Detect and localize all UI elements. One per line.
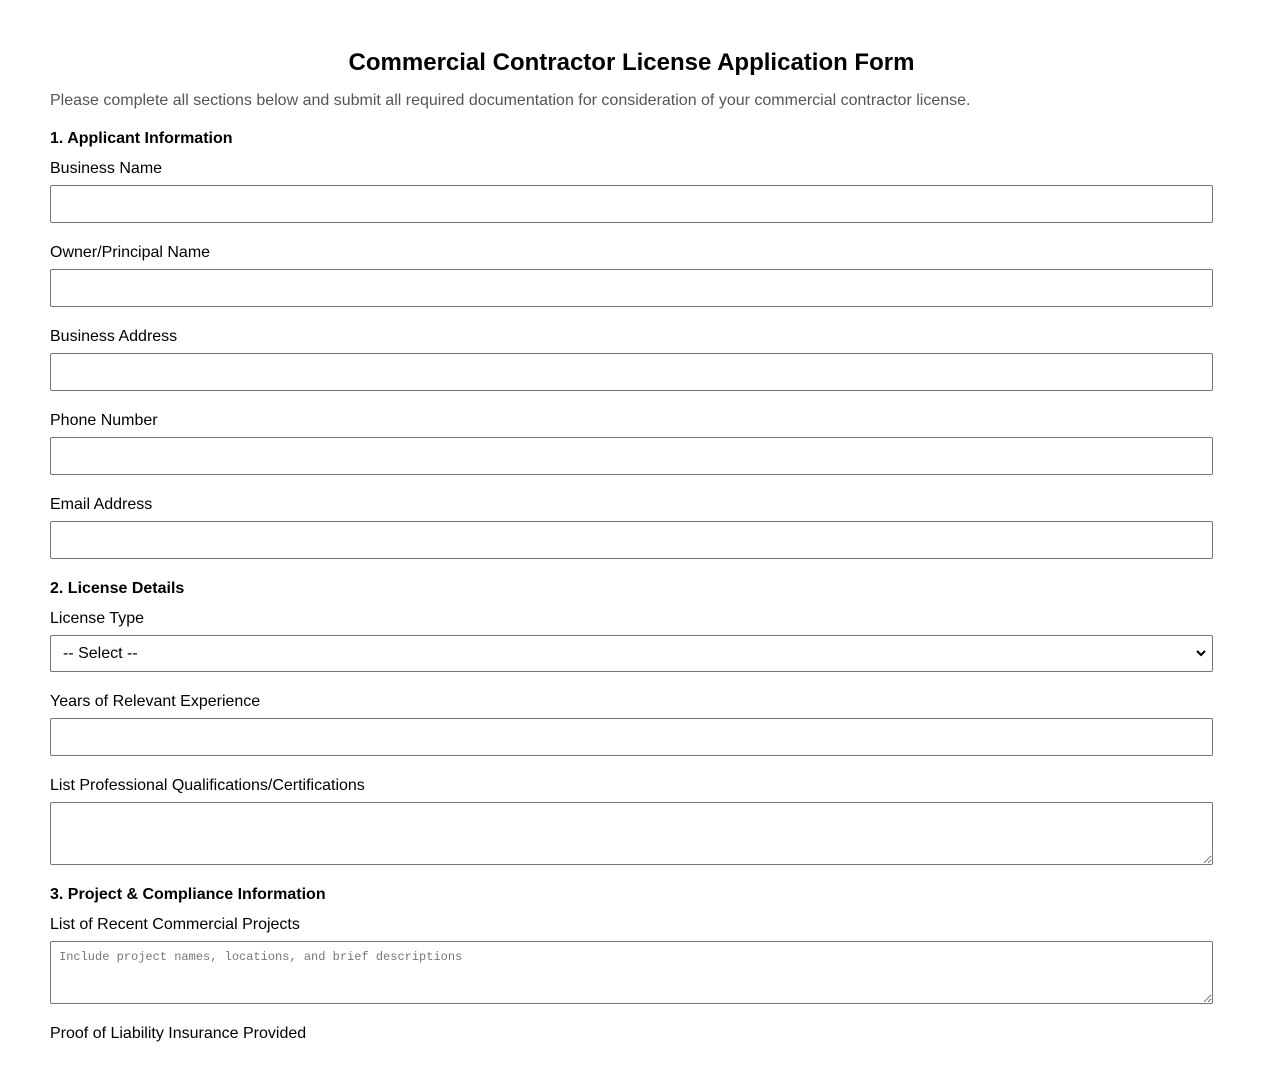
license-type-select[interactable] <box>50 635 1213 672</box>
years-experience-label: Years of Relevant Experience <box>50 693 261 710</box>
phone-number-label: Phone Number <box>50 412 158 429</box>
business-name-label: Business Name <box>50 160 163 177</box>
qualifications-textarea[interactable] <box>50 802 1213 865</box>
recent-projects-textarea[interactable] <box>50 941 1213 1004</box>
license-type-selected: -- Select -- <box>63 645 138 662</box>
years-experience-input[interactable] <box>50 718 1213 756</box>
phone-number-input[interactable] <box>50 437 1213 475</box>
qualifications-label: List Professional Qualifications/Certifications <box>50 777 365 794</box>
owner-name-input[interactable] <box>50 269 1213 307</box>
section-heading-applicant: 1. Applicant Information <box>50 130 233 147</box>
license-type-label: License Type <box>50 610 144 627</box>
email-address-label: Email Address <box>50 496 153 513</box>
business-address-input[interactable] <box>50 353 1213 391</box>
business-address-label: Business Address <box>50 328 178 345</box>
page-subtitle: Please complete all sections below and submit all required documentation for consideration of your commercial contractor license. <box>50 92 971 109</box>
page-title: Commercial Contractor License Application Form <box>348 49 915 76</box>
liability-insurance-label: Proof of Liability Insurance Provided <box>50 1025 307 1042</box>
chevron-down-icon <box>1196 636 1206 685</box>
email-address-input[interactable] <box>50 521 1213 559</box>
section-heading-project: 3. Project & Compliance Information <box>50 886 326 903</box>
section-heading-license: 2. License Details <box>50 580 185 597</box>
owner-name-label: Owner/Principal Name <box>50 244 211 261</box>
business-name-input[interactable] <box>50 185 1213 223</box>
recent-projects-label: List of Recent Commercial Projects <box>50 916 300 933</box>
